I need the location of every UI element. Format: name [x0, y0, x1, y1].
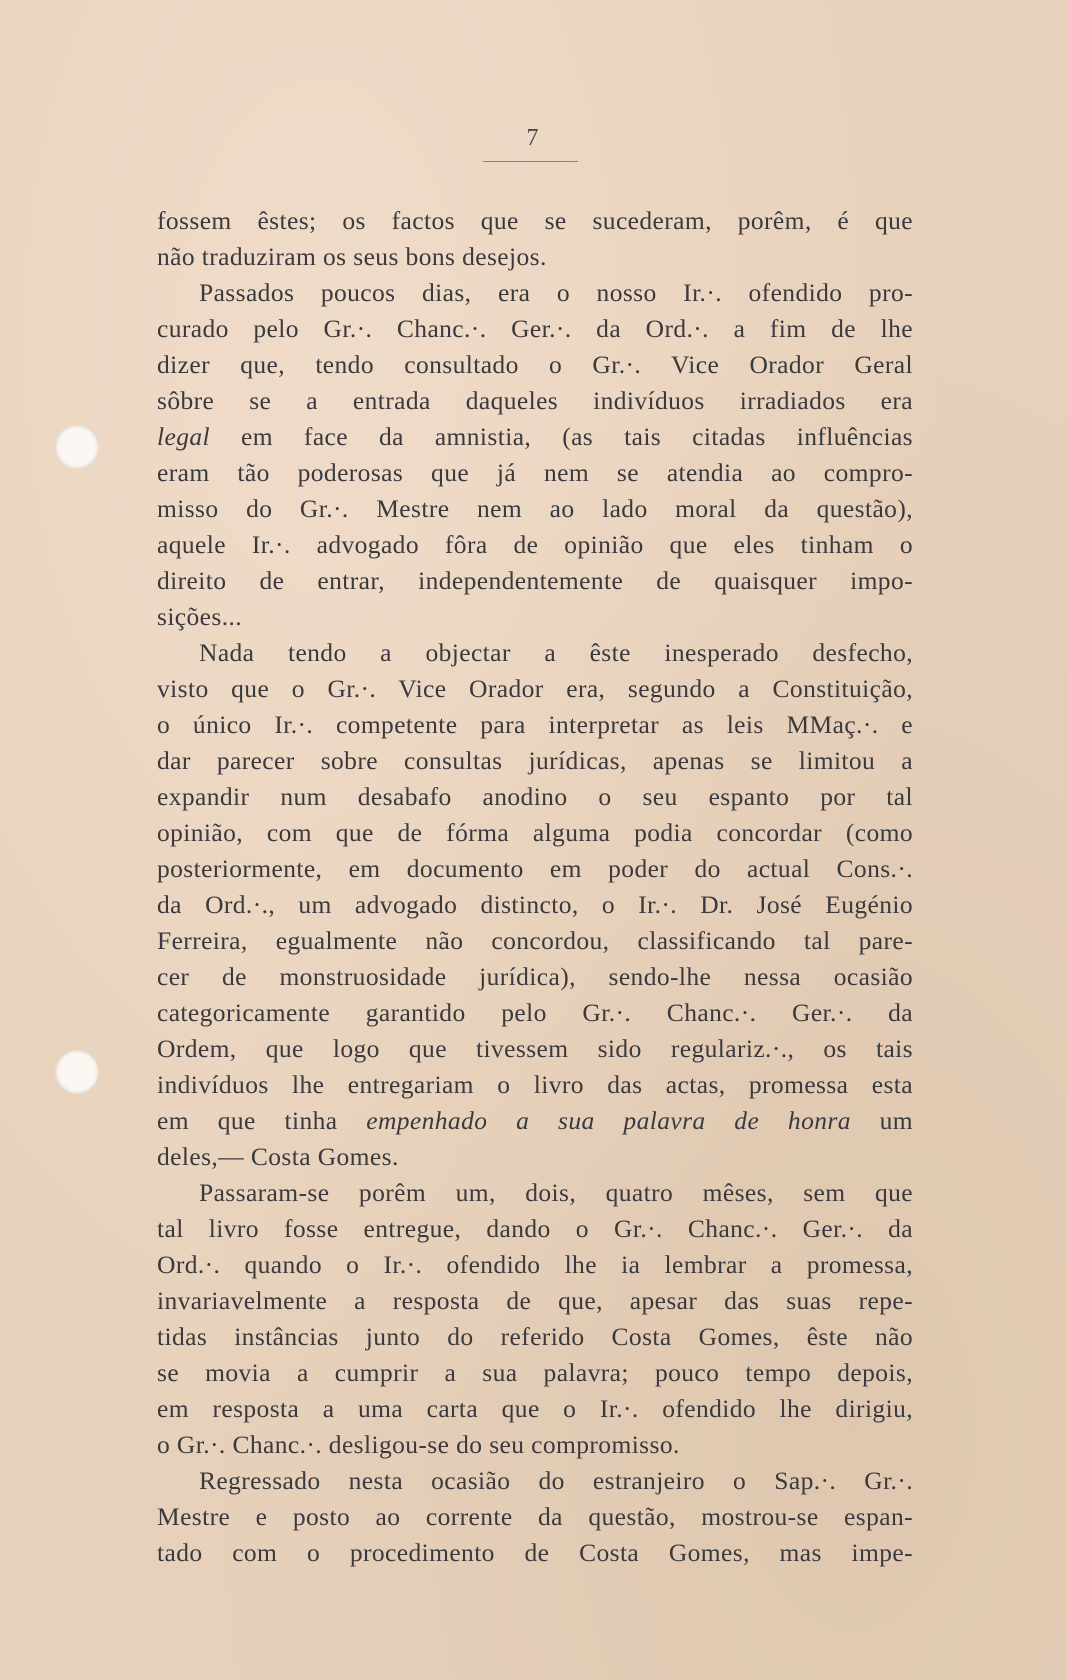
- italic-phrase: empenhado a sua palavra de honra: [366, 1106, 851, 1135]
- text-line: legal em face da amnistia, (as tais citadas influências: [157, 422, 913, 451]
- text-line: Regressado nesta ocasião do estranjeiro o Sap.·. Gr.·.: [199, 1466, 913, 1495]
- text-line: direito de entrar, independentemente de quaisquer impo-: [157, 566, 913, 595]
- text-line: tidas instâncias junto do referido Costa Gomes, êste não: [157, 1322, 913, 1351]
- text-line: aquele Ir.·. advogado fôra de opinião que eles tinham o: [157, 530, 913, 559]
- text-line: misso do Gr.·. Mestre nem ao lado moral da questão),: [157, 494, 913, 523]
- punch-hole-bottom: [55, 1050, 99, 1094]
- text-line: cer de monstruosidade jurídica), sendo-lhe nessa ocasião: [157, 962, 913, 991]
- text-line: dar parecer sobre consultas jurídicas, apenas se limitou a: [157, 746, 913, 775]
- text-line: invariavelmente a resposta de que, apesar das suas repe-: [157, 1286, 913, 1315]
- text-line: sições...: [157, 602, 243, 631]
- text-line: Passados poucos dias, era o nosso Ir.·. ofendido pro-: [199, 278, 913, 307]
- text-line: em resposta a uma carta que o Ir.·. ofendido lhe dirigiu,: [157, 1394, 913, 1423]
- text-line: visto que o Gr.·. Vice Orador era, segundo a Constituição,: [157, 674, 913, 703]
- text-line: sôbre se a entrada daqueles indivíduos irradiados era: [157, 386, 913, 415]
- text-line: da Ord.·., um advogado distincto, o Ir.·. Dr. José Eugénio: [157, 890, 913, 919]
- text-line: em que tinha empenhado a sua palavra de honra um: [157, 1106, 913, 1135]
- header-rule: [483, 161, 578, 162]
- text-line: deles,— Costa Gomes.: [157, 1142, 399, 1171]
- text-line: dizer que, tendo consultado o Gr.·. Vice Orador Geral: [157, 350, 913, 379]
- text-line: se movia a cumprir a sua palavra; pouco tempo depois,: [157, 1358, 913, 1387]
- body-text: [157, 203, 913, 1571]
- text-line: Mestre e posto ao corrente da questão, mostrou-se espan-: [157, 1502, 913, 1531]
- text-line: o único Ir.·. competente para interpretar as leis MMaç.·. e: [157, 710, 913, 739]
- page-number: 7: [526, 125, 539, 151]
- text-line: Ferreira, egualmente não concordou, classificando tal pare-: [157, 926, 913, 955]
- punch-hole-top: [55, 425, 99, 469]
- text-line: o Gr.·. Chanc.·. desligou-se do seu compromisso.: [157, 1430, 680, 1459]
- text-line: curado pelo Gr.·. Chanc.·. Ger.·. da Ord.·. a fim de lhe: [157, 314, 913, 343]
- text-line: Passaram-se porêm um, dois, quatro mêses, sem que: [199, 1178, 913, 1207]
- text-line: Ordem, que logo que tivessem sido regulariz.·., os tais: [157, 1034, 913, 1063]
- text-line: expandir num desabafo anodino o seu espanto por tal: [157, 782, 913, 811]
- text-line: categoricamente garantido pelo Gr.·. Chanc.·. Ger.·. da: [157, 998, 913, 1027]
- text-line: fossem êstes; os factos que se sucederam, porêm, é que: [157, 206, 913, 235]
- text-line: eram tão poderosas que já nem se atendia ao compro-: [157, 458, 913, 487]
- text-line: tado com o procedimento de Costa Gomes, mas impe-: [157, 1538, 913, 1567]
- text-line: Nada tendo a objectar a êste inesperado desfecho,: [199, 638, 913, 667]
- text-line: indivíduos lhe entregariam o livro das actas, promessa esta: [157, 1070, 913, 1099]
- text-line: opinião, com que de fórma alguma podia concordar (como: [157, 818, 913, 847]
- italic-term: legal: [157, 422, 210, 451]
- text-line: não traduziram os seus bons desejos.: [157, 242, 547, 271]
- text-line: tal livro fosse entregue, dando o Gr.·. Chanc.·. Ger.·. da: [157, 1214, 913, 1243]
- text-line: Ord.·. quando o Ir.·. ofendido lhe ia lembrar a promessa,: [157, 1250, 913, 1279]
- text-line: posteriormente, em documento em poder do actual Cons.·.: [157, 854, 913, 883]
